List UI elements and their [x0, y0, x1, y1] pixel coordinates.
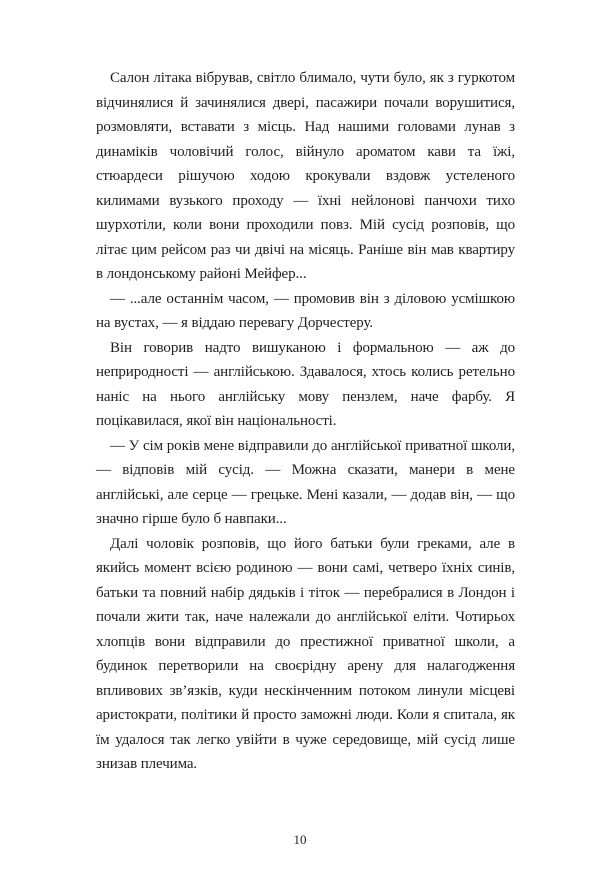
page-number: 10 [293, 832, 307, 847]
paragraph-3: Він говорив надто вишуканою і формальною — аж до неприродності — англійською. Здавалося, хтось колись ретельно наніс на нього англійську мову пензлем, наче фарбу. Я поцікавилася, якої він національності. [96, 339, 515, 429]
paragraph-2: — ...але останнім часом, — промовив він з діловою усмішкою на вустах, — я віддаю перевагу Дорчестеру. [96, 290, 515, 331]
paragraph-5: Далі чоловік розповів, що його батьки були греками, але в якийсь момент всією родиною — вони самі, четверо їхніх синів, батьки та повний набір дядьків і тіток — перебралися в Лондон і почали жити так, наче належали до англійської еліти. Чотирьох хлопців вони відправили до престижної приватної школи, а будинок перетворили на своєрідну арену для налагодження впливових зв’язків, куди нескінченним потоком линули місцеві аристократи, політики й просто заможні люди. Коли я спитала, як їм удалося так легко увійти в чуже середовище, мій сусід лише знизав плечима. [96, 535, 515, 772]
paragraph-1: Салон літака вібрував, світло блимало, чути було, як з гуркотом відчинялися й зачинялися двері, пасажири почали ворушитися, розмовляти, вставати з місць. Над нашими головами лунав з динаміків чоловічий голос, війнуло ароматом кави та їжі, стюардеси рішучою ходою крокували вздовж устеленого килимами вузького проходу — їхні нейлонові панчохи тихо шурхотіли, коли вони проходили повз. Мій сусід розповів, що літає цим рейсом раз чи двічі на місяць. Раніше він мав квартиру в лондонському районі Мейфер... [96, 70, 515, 282]
paragraph-4: — У сім років мене відправили до англійської приватної школи, — відповів мій сусід. — Можна сказати, манери в мене англійські, але серце — грецьке. Мені казали, — додав він, — що значно гірше було б навпаки... [96, 437, 515, 527]
body-text [96, 66, 515, 777]
